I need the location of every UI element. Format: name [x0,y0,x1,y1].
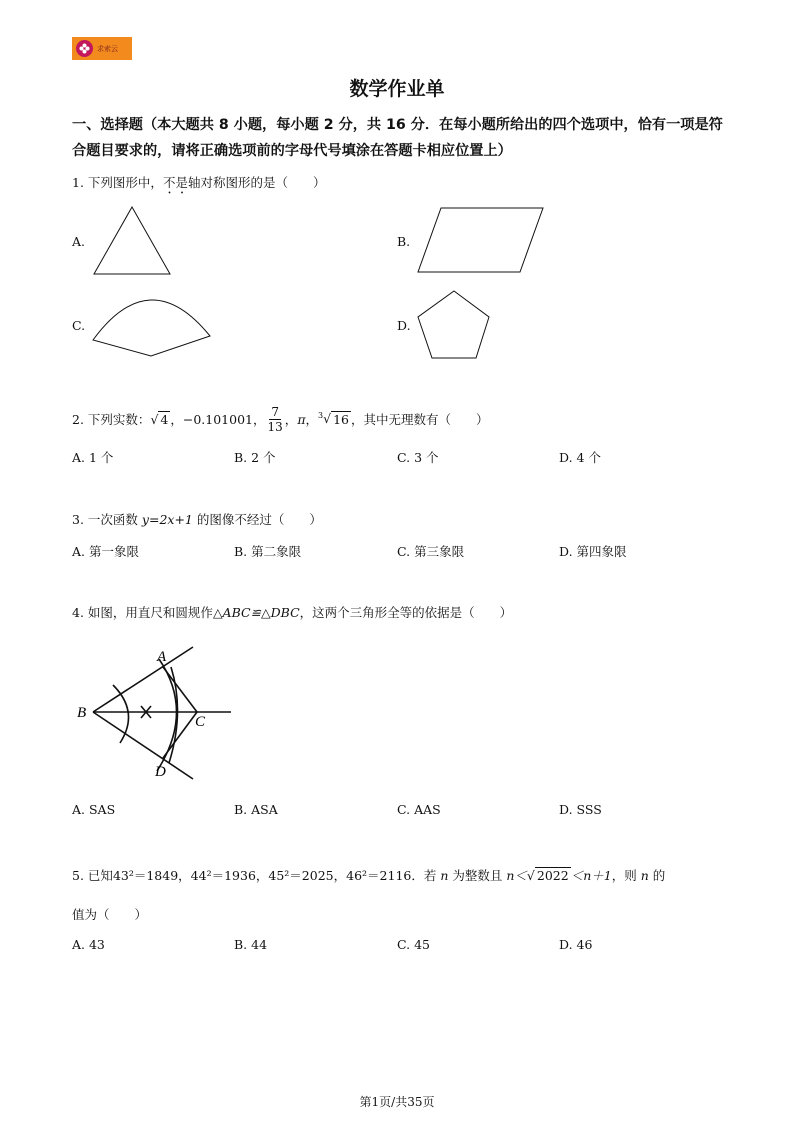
q5-option-d: D. 46 [559,937,593,952]
square-facts: 43²＝1849，44²＝1936，45²＝2025，46²＝2116 [112,868,412,883]
q5-option-c: C. 45 [397,937,430,952]
question-number: 1. [72,175,84,190]
question-text: ，这两个三角形全等的依据是（ ） [299,605,513,620]
question-number: 2. [72,411,84,427]
question-text: 轴对称图形的是（ ） [187,175,326,190]
parallelogram-icon [415,205,547,275]
q3-option-b: B. 第二象限 [234,544,302,559]
compass-construction-diagram [75,645,240,785]
q2-option-c: C. 3 个 [397,450,439,465]
q3-option-a: A. 第一象限 [72,544,139,559]
page-title: 数学作业单 [349,78,445,100]
question-text: 已知 [87,868,113,883]
variable-n: n [640,868,649,883]
congruence-expression: △ABC≌△DBC [212,605,300,620]
point-label-d: D [155,764,166,780]
decimal-number: −0.101001 [182,411,253,427]
pi-symbol: π [297,411,306,427]
logo-text: 求索云 [97,44,118,53]
question-number: 3. [72,512,84,527]
question-text: 的图像不经过（ ） [192,512,322,527]
question-text: 下列图形中， [87,175,163,190]
question-2: 2. 下列实数： √ 4 ， −0.101001 ， $\frac{7}{13}$ ， π ， $^3$√ 16 ，其中无理数有（ ） [72,404,489,434]
logo-mark-icon [76,40,93,57]
q3-option-d: D. 第四象限 [559,544,627,559]
question-4 [72,603,512,621]
sqrt-expression: √ 4 [150,411,169,427]
inequality-left: n＜ [506,868,527,883]
question-text: 的 [648,868,666,883]
q3-option-c: C. 第三象限 [397,544,465,559]
sector-icon [90,290,215,360]
page-footer: 第1页/共35页 [359,1095,435,1109]
question-5: 5. 已知43²＝1849，44²＝1936，45²＝2025，46²＝2116．若 n 为整数且 n＜√ 2022 ＜n＋1，则 n 的 [72,868,666,883]
point-label-b: B [77,705,87,721]
fraction [268,405,283,434]
q5-option-b: B. 44 [234,937,268,952]
question-5-line-2: 值为（ ） [72,907,148,922]
point-label-c: C [195,714,206,730]
question-text: 下列实数： [87,412,151,427]
inequality-right: ＜n＋1 [570,868,612,883]
q4-option-d: D. SSS [559,802,602,817]
q4-option-b: B. ASA [234,802,278,817]
question-text: ，其中无理数有（ ） [351,412,489,427]
emphasis-text: 不是 [162,175,188,190]
question-text: ．若 [411,868,441,883]
q4-option-c: C. AAS [397,802,441,817]
triangle-icon [90,205,175,277]
question-number: 5. [72,868,84,883]
q1-option-c-label: C. [72,318,86,333]
question-number: 4. [72,605,84,620]
section-heading: 一、选择题（本大题共 8 小题，每小题 2 分，共 16 分．在每小题所给出的四个选项中，恰有一项是符合题目要求的，请将正确选项前的字母代号填涂在答题卡相应位置上） [72,117,723,159]
q4-option-a: A. SAS [72,802,116,817]
fraction-numerator: 7 [271,404,279,419]
q1-option-d-label: D. [397,318,411,333]
fraction-denominator: 13 [267,419,283,434]
question-text: ，则 [611,868,641,883]
question-text: 如图，用直尺和圆规作 [87,605,213,620]
q2-option-a: A. 1 个 [72,450,114,465]
question-1 [72,173,325,197]
logo [72,37,132,60]
pentagon-icon [415,289,493,361]
q1-option-a-label: A. [72,234,86,249]
q5-option-a: A. 43 [72,937,105,952]
question-text: 为整数且 [448,868,507,883]
function-expression: y=2x+1 [141,512,193,527]
q1-option-b-label: B. [397,234,411,249]
variable-n: n [440,868,449,883]
cube-root-expression: $^3$√ 16 [318,411,350,427]
inequality-radicand: 2022 [536,868,569,883]
question-text: 一次函数 [87,512,142,527]
q2-option-d: D. 4 个 [559,450,601,465]
q2-option-b: B. 2 个 [234,450,276,465]
question-3 [72,510,322,528]
point-label-a: A [157,649,167,665]
